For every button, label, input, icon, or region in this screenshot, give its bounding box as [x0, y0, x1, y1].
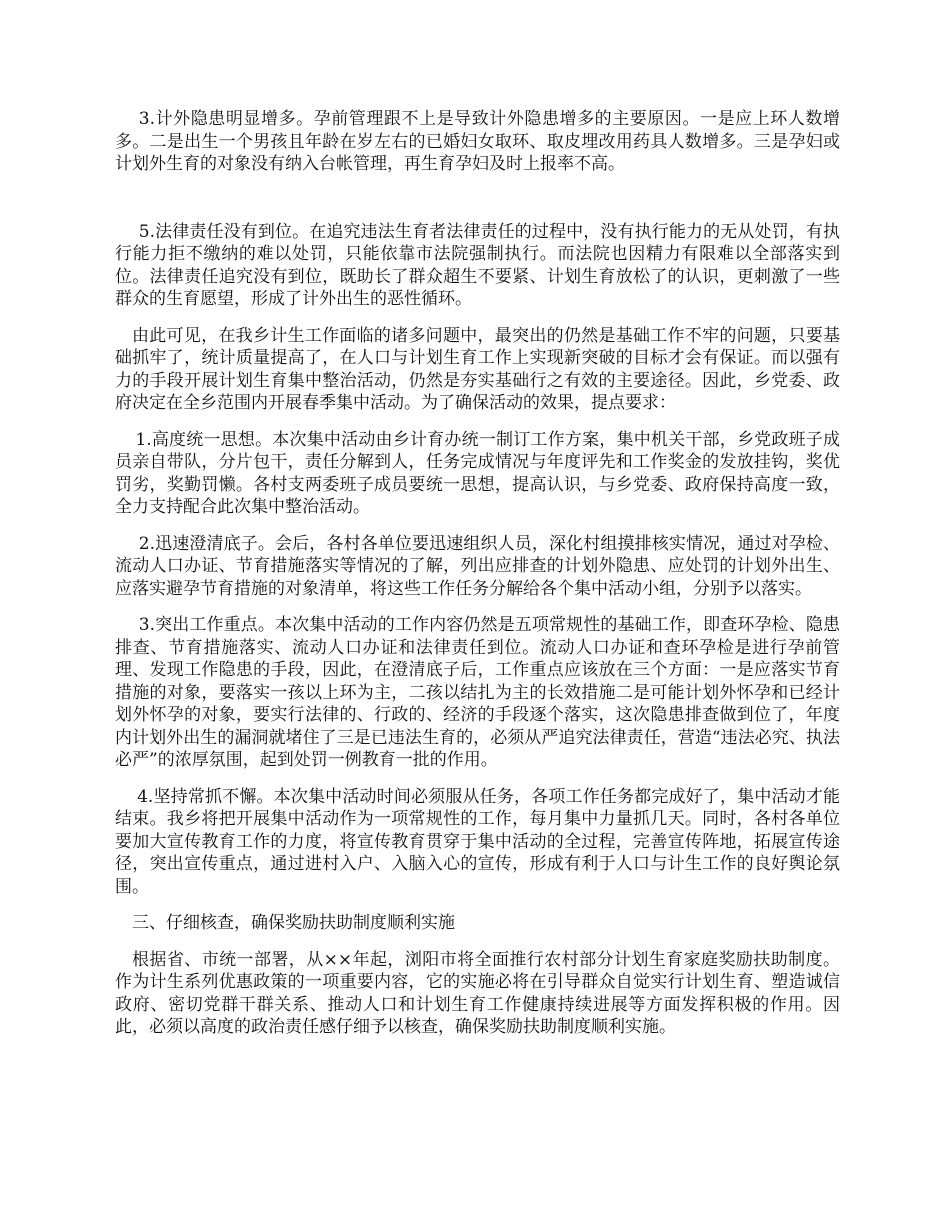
- paragraph-conclusion: 由此可见，在我乡计生工作面临的诸多问题中，最突出的仍然是基础工作不牢的问题，只要基础抓牢了，统计质量提高了，在人口与计划生育工作上实现新突破的目标才会有保证。而以强有力的手段开展计划生育集中整治活动，仍然是夯实基础行之有效的主要途径。因此，乡党委、政府决定在全乡范围内开展春季集中活动。为了确保活动的效果，提点要求：: [115, 325, 840, 413]
- document-page: [115, 108, 840, 1039]
- paragraph-reward-system: 根据省、市统一部署，从××年起，浏阳市将全面推行农村部分计划生育家庭奖励扶助制度。作为计生系列优惠政策的一项重要内容，它的实施必将在引导群众自觉实行计划生育、塑造诚信政府、密切党群干群关系、推动人口和计划生育工作健康持续进展等方面发挥积极的作用。因此，必须以高度的政治责任感仔细予以核查，确保奖励扶助制度顺利实施。: [115, 949, 840, 1037]
- paragraph-unify-thinking: 1.高度统一思想。本次集中活动由乡计育办统一制订工作方案，集中机关干部，乡党政班子成员亲自带队，分片包干，责任分解到人，任务完成情况与年度评先和工作奖金的发放挂钩，奖优罚劣，奖勤罚懒。各村支两委班子成员要统一思想，提高认识，与乡党委、政府保持高度一致，全力支持配合此次集中整治活动。: [115, 429, 840, 517]
- paragraph-legal-liability: 5.法律责任没有到位。在追究违法生育者法律责任的过程中，没有执行能力的无从处罚，有执行能力拒不缴纳的难以处罚，只能依靠市法院强制执行。而法院也因精力有限难以全部落实到位。法律责任追究没有到位，既助长了群众超生不要紧、计划生育放松了的认识，更刺激了一些群众的生育愿望，形成了计外出生的恶性循环。: [115, 221, 840, 309]
- paragraph-pre-pregnancy-risks: 3.计外隐患明显增多。孕前管理跟不上是导致计外隐患增多的主要原因。一是应上环人数增多。二是出生一个男孩且年龄在岁左右的已婚妇女取环、取皮埋改用药具人数增多。三是孕妇或计划外生育的对象没有纳入台帐管理，再生育孕妇及时上报率不高。: [115, 109, 840, 174]
- section-heading: 三、仔细核查，确保奖励扶助制度顺利实施: [132, 913, 455, 933]
- paragraph-persistence: 4.坚持常抓不懈。本次集中活动时间必须服从任务，各项工作任务都完成好了，集中活动才能结束。我乡将把开展集中活动作为一项常规性的工作，每月集中力量抓几天。同时，各村各单位要加大宣传教育工作的力度，将宣传教育贯穿于集中活动的全过程，完善宣传阵地，拓展宣传途径，突出宣传重点，通过进村入户、入脑入心的宣传，形成有利于人口与计生工作的良好舆论氛围。: [115, 786, 840, 897]
- paragraph-work-focus: 3.突出工作重点。本次集中活动的工作内容仍然是五项常规性的基础工作，即查环孕检、隐患排查、节育措施落实、流动人口办证和法律责任到位。流动人口办证和查环孕检是进行孕前管理、发现工作隐患的手段，因此，在澄清底子后，工作重点应该放在三个方面：一是应落实节育措施的对象，要落实一孩以上环为主，二孩以结扎为主的长效措施二是可能计划外怀孕和已经计划外怀孕的对象，要实行法律的、行政的、经济的手段逐个落实，这次隐患排查做到位了，年度内计划外出生的漏洞就堵住了三是已违法生育的，必须从严追究法律责任，营造“违法必究、执法必严”的浓厚氛围，起到处罚一例教育一批的作用。: [115, 615, 840, 770]
- paragraph-clarify-baseline: 2.迅速澄清底子。会后，各村各单位要迅速组织人员，深化村组摸排核实情况，通过对孕检、流动人口办证、节育措施落实等情况的了解，列出应排查的计划外隐患、应处罚的计划外出生、应落实避孕节育措施的对象清单，将这些工作任务分解给各个集中活动小组，分别予以落实。: [115, 533, 840, 599]
- blank-gap: [115, 176, 840, 221]
